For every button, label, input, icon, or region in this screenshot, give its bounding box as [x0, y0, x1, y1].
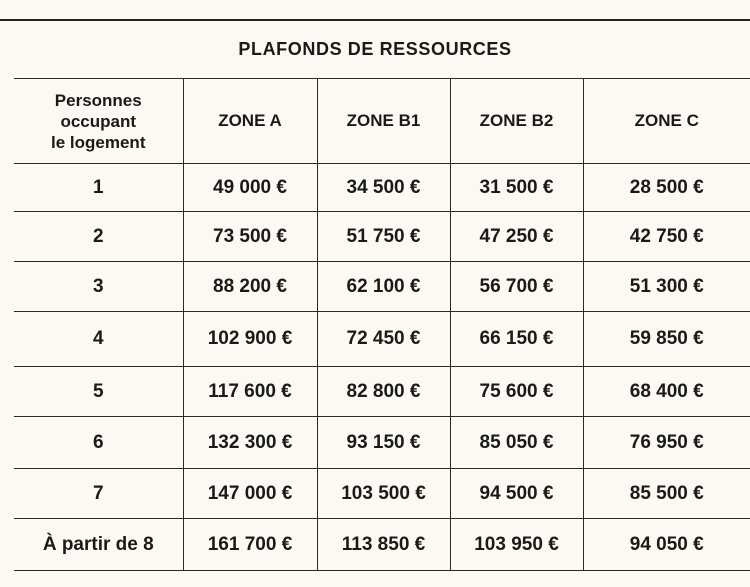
- persons-cell: 6: [14, 417, 183, 469]
- zone-b1-cell: 72 450 €: [317, 312, 450, 367]
- zone-a-cell: 161 700 €: [183, 519, 317, 571]
- zone-b1-cell: 34 500 €: [317, 164, 450, 212]
- persons-cell: 7: [14, 469, 183, 519]
- zone-b1-cell: 113 850 €: [317, 519, 450, 571]
- header-persons-line: Personnes: [54, 90, 142, 110]
- header-zone-b1: ZONE B1: [317, 79, 450, 164]
- zone-a-cell: 132 300 €: [183, 417, 317, 469]
- zone-b1-cell: 62 100 €: [317, 262, 450, 312]
- zone-c-cell: 42 750 €: [583, 212, 750, 262]
- persons-cell: 4: [14, 312, 183, 367]
- zone-c-cell: 85 500 €: [583, 469, 750, 519]
- header-persons: [14, 79, 183, 164]
- zone-b2-cell: 94 500 €: [450, 469, 583, 519]
- table-row: [14, 519, 750, 571]
- zone-c-cell: 94 050 €: [583, 519, 750, 571]
- zone-c-cell: 76 950 €: [583, 417, 750, 469]
- zone-a-cell: 49 000 €: [183, 164, 317, 212]
- table-row: [14, 367, 750, 417]
- zone-b1-cell: 82 800 €: [317, 367, 450, 417]
- zone-a-cell: 117 600 €: [183, 367, 317, 417]
- zone-b2-cell: 56 700 €: [450, 262, 583, 312]
- zone-b2-cell: 103 950 €: [450, 519, 583, 571]
- table-row: [14, 164, 750, 212]
- table-row: [14, 417, 750, 469]
- persons-cell: 2: [14, 212, 183, 262]
- zone-b2-cell: 75 600 €: [450, 367, 583, 417]
- zone-c-cell: 28 500 €: [583, 164, 750, 212]
- header-row: [14, 79, 750, 164]
- table-row: [14, 469, 750, 519]
- table-row: [14, 312, 750, 367]
- zone-b1-cell: 51 750 €: [317, 212, 450, 262]
- income-ceilings-table: [14, 78, 750, 571]
- header-persons-line: le logement: [51, 132, 146, 152]
- header-zone-c: ZONE C: [583, 79, 750, 164]
- zone-b1-cell: 103 500 €: [317, 469, 450, 519]
- zone-c-cell: 68 400 €: [583, 367, 750, 417]
- zone-c-cell: 51 300 €: [583, 262, 750, 312]
- persons-cell: À partir de 8: [14, 519, 183, 571]
- zone-b2-cell: 47 250 €: [450, 212, 583, 262]
- zone-b2-cell: 66 150 €: [450, 312, 583, 367]
- zone-b2-cell: 31 500 €: [450, 164, 583, 212]
- persons-cell: 1: [14, 164, 183, 212]
- zone-a-cell: 147 000 €: [183, 469, 317, 519]
- persons-cell: 5: [14, 367, 183, 417]
- header-zone-a: ZONE A: [183, 79, 317, 164]
- zone-a-cell: 73 500 €: [183, 212, 317, 262]
- zone-a-cell: 88 200 €: [183, 262, 317, 312]
- zone-b2-cell: 85 050 €: [450, 417, 583, 469]
- table-row: [14, 212, 750, 262]
- zone-b1-cell: 93 150 €: [317, 417, 450, 469]
- table-title: PLAFONDS DE RESSOURCES: [238, 38, 512, 59]
- header-persons-line: occupant: [60, 111, 137, 131]
- table-row: [14, 262, 750, 312]
- zone-a-cell: 102 900 €: [183, 312, 317, 367]
- zone-c-cell: 59 850 €: [583, 312, 750, 367]
- header-zone-b2: ZONE B2: [450, 79, 583, 164]
- persons-cell: 3: [14, 262, 183, 312]
